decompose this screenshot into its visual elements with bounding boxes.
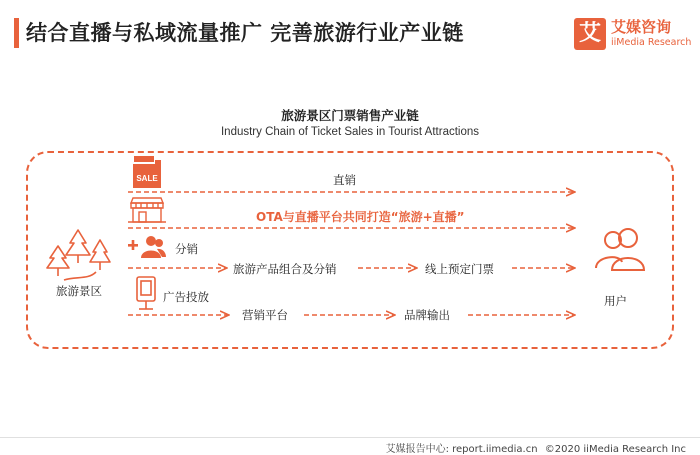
distribution-step2-label: 线上预定门票 xyxy=(425,262,494,276)
distribution-step1-label: 旅游产品组合及分销 xyxy=(233,262,337,276)
footer xyxy=(382,440,686,455)
ad-kiosk-icon xyxy=(137,277,155,309)
diagram-title-en: Industry Chain of Ticket Sales in Tourist Attractions xyxy=(220,126,480,138)
diagram-title-cn: 旅游景区门票销售产业链 xyxy=(281,108,419,123)
footer-divider xyxy=(0,437,700,438)
users-icon xyxy=(596,229,644,270)
footer-copyright: ©2020 iiMedia Research Inc xyxy=(544,444,686,455)
page-title: 结合直播与私域流量推广 完善旅游行业产业链 xyxy=(26,21,464,45)
ota-live-label: OTA与直播平台共同打造“旅游+直播” xyxy=(256,210,465,224)
trees-icon xyxy=(47,230,110,280)
target-node-label: 用户 xyxy=(604,294,627,308)
direct-label: 直销 xyxy=(333,173,356,187)
distribution-label: 分销 xyxy=(175,242,198,256)
add-users-icon xyxy=(128,236,166,258)
logo-name-en: iiMedia Research xyxy=(611,37,692,48)
sale-tag-icon xyxy=(133,156,161,188)
storefront-icon xyxy=(128,198,166,222)
sale-tag-text: SALE xyxy=(136,174,158,183)
advertising-label: 广告投放 xyxy=(163,290,209,304)
source-node-label: 旅游景区 xyxy=(56,284,102,298)
logo-mark: 艾 xyxy=(574,18,606,50)
logo-name-cn: 艾媒咨询 xyxy=(611,18,672,36)
ad-step1-label: 营销平台 xyxy=(242,308,288,322)
ad-step2-label: 品牌输出 xyxy=(404,308,450,322)
footer-source: 艾媒报告中心: report.iimedia.cn xyxy=(385,444,538,455)
